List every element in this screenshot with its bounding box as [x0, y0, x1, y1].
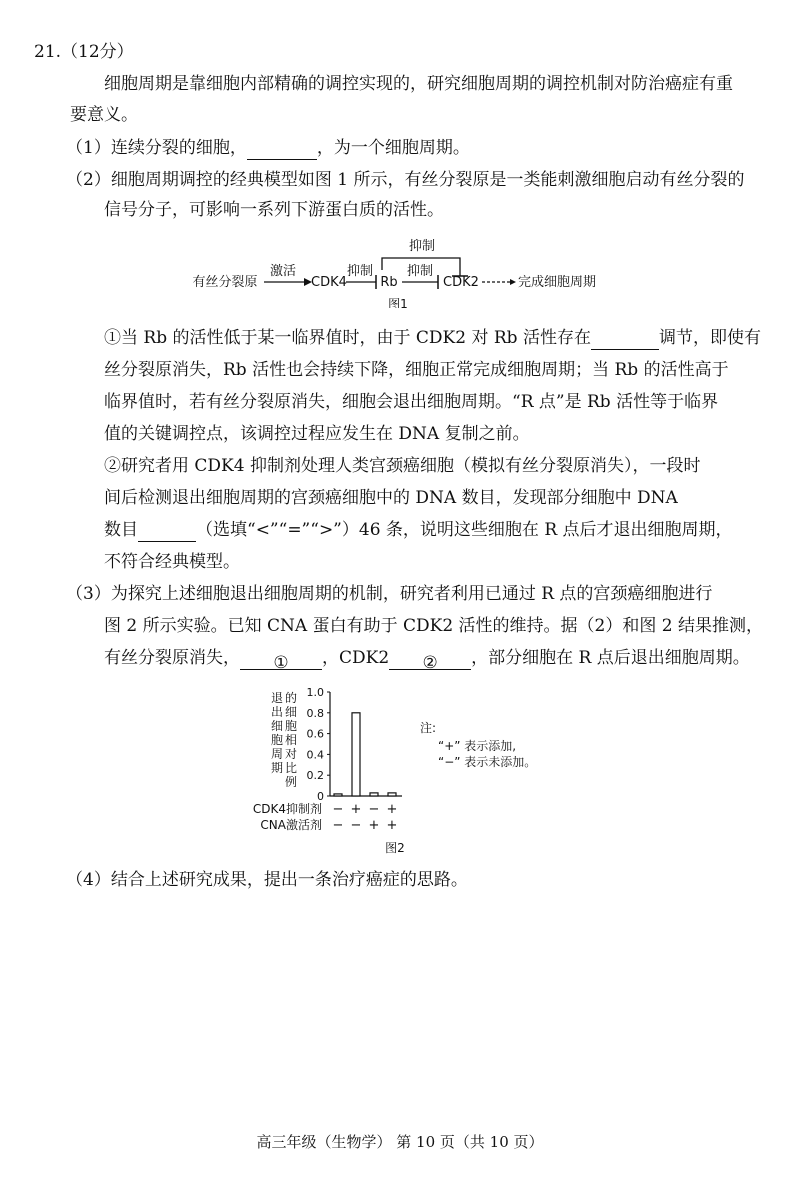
y-tick-label: 0.2 [306, 769, 324, 783]
fig1-edge-activate: 激活 [269, 264, 297, 279]
y-tick-label: 1.0 [306, 686, 324, 699]
question-2-line-2: 信号分子，可影响一系列下游蛋白质的活性。 [104, 200, 444, 220]
fig1-node-complete: 完成细胞周期 [518, 275, 597, 290]
row-label-cna-activator: CNA激活剂 [260, 818, 322, 832]
p1-suffix: 调节，即使有 [658, 328, 761, 348]
cdk4-marker: + [386, 802, 398, 817]
y-axis-label-char: 比 [284, 761, 298, 775]
p2-suffix: （选填“<”“=”“>”）46 条，说明这些细胞在 R 点后才退出细胞周期， [196, 520, 733, 540]
bar-4 [388, 793, 396, 796]
fig1-node-cdk2: CDK2 [443, 275, 479, 290]
note-title: 注: [420, 721, 437, 735]
cdk4-marker: − [332, 802, 344, 817]
part-2-line-3 [104, 518, 733, 542]
q3-mid: ，CDK2 [322, 648, 390, 668]
y-axis-label-char: 周 [270, 747, 284, 761]
fig1-node-rb: Rb [380, 275, 398, 290]
p1-prefix: ①当 Rb 的活性低于某一临界值时，由于 CDK2 对 Rb 活性存在 [104, 328, 591, 348]
y-axis-label-char: 胞 [270, 733, 284, 747]
y-axis-label-char: 相 [284, 733, 298, 747]
y-axis-label-char: 退 [270, 691, 284, 705]
question-3-line-3 [104, 646, 750, 673]
cna-marker: − [332, 818, 344, 833]
part-2-line-1: ②研究者用 CDK4 抑制剂处理人类宫颈癌细胞（模拟有丝分裂原消失），一段时 [104, 456, 701, 476]
intro-line-2: 要意义。 [70, 105, 138, 125]
question-1 [66, 136, 470, 160]
note-line-2: “−” 表示未添加。 [438, 755, 537, 769]
y-axis-label-char: 细 [284, 705, 298, 719]
y-axis-label-char: 的 [284, 691, 298, 705]
y-tick-label: 0.4 [306, 748, 324, 762]
part-1-line-3: 临界值时，若有丝分裂原消失，细胞会退出细胞周期。“R 点”是 Rb 活性等于临界 [104, 392, 719, 412]
part-1-line-2: 丝分裂原消失，Rb 活性也会持续下降，细胞正常完成细胞周期；当 Rb 的活性高于 [104, 360, 729, 380]
figure-1-diagram [0, 228, 800, 308]
cna-marker: + [368, 818, 380, 833]
bar-3 [370, 793, 378, 796]
y-axis-label-char: 例 [284, 775, 298, 789]
fig1-caption: 图1 [388, 297, 408, 308]
figure-2-chart [0, 680, 800, 860]
q1-suffix: ，为一个细胞周期。 [316, 138, 470, 158]
cdk4-marker: + [350, 802, 362, 817]
fig1-node-cdk4: CDK4 [311, 275, 347, 290]
q3-answer-blank-1[interactable]: ① [240, 651, 322, 670]
y-axis-label-char: 期 [270, 761, 284, 775]
part-1-line-4: 值的关键调控点，该调控过程应发生在 DNA 复制之前。 [104, 424, 530, 444]
question-number: 21.（12分） [34, 42, 134, 62]
p1-answer-blank[interactable] [591, 331, 659, 350]
fig1-dashed-arrowhead [510, 279, 516, 285]
bar-2 [352, 713, 360, 796]
question-2-line-1: （2）细胞周期调控的经典模型如图 1 所示，有丝分裂原是一类能刺激细胞启动有丝分裂的 [66, 170, 745, 190]
q3-suffix: ，部分细胞在 R 点后退出细胞周期。 [471, 648, 750, 668]
figure-2-caption: 图2 [385, 841, 405, 855]
question-3-line-1: （3）为探究上述细胞退出细胞周期的机制，研究者利用已通过 R 点的宫颈癌细胞进行 [66, 584, 713, 604]
bar-1 [334, 794, 342, 796]
fig1-node-mitogen: 有丝分裂原 [192, 275, 258, 290]
part-1-line-1 [104, 326, 761, 350]
y-tick-label: 0 [317, 790, 324, 803]
question-4: （4）结合上述研究成果，提出一条治疗癌症的思路。 [66, 870, 468, 890]
cna-marker: − [350, 818, 362, 833]
y-tick-label: 0.8 [306, 706, 324, 720]
row-label-cdk4-inhibitor: CDK4抑制剂 [252, 802, 322, 816]
p2-answer-blank[interactable] [138, 523, 196, 542]
question-3-line-2: 图 2 所示实验。已知 CNA 蛋白有助于 CDK2 活性的维持。据（2）和图 2 结果推测， [104, 616, 763, 636]
fig1-edge-inhibit-1: 抑制 [346, 264, 374, 279]
y-axis-label-char: 胞 [284, 719, 298, 733]
y-axis-label-char: 出 [270, 705, 284, 719]
cdk4-marker: − [368, 802, 380, 817]
y-axis-label-char: 对 [284, 747, 298, 761]
fig1-edge-inhibit-2: 抑制 [406, 264, 434, 279]
part-2-line-2: 间后检测退出细胞周期的宫颈癌细胞中的 DNA 数目，发现部分细胞中 DNA [104, 488, 678, 508]
q1-prefix: （1）连续分裂的细胞， [66, 138, 247, 158]
q1-answer-blank[interactable] [247, 141, 317, 160]
y-tick-label: 0.6 [306, 727, 324, 741]
q3-prefix: 有丝分裂原消失， [104, 648, 240, 668]
q3-answer-blank-2[interactable]: ② [389, 651, 471, 670]
part-2-line-4: 不符合经典模型。 [104, 552, 240, 572]
note-line-1: “+” 表示添加, [438, 739, 517, 753]
p2-prefix: 数目 [104, 520, 138, 540]
intro-line-1: 细胞周期是靠细胞内部精确的调控实现的，研究细胞周期的调控机制对防治癌症有重 [104, 74, 733, 94]
fig1-top-inhibit-label: 抑制 [408, 239, 436, 254]
y-axis-label-char: 细 [270, 719, 284, 733]
page-footer: 高三年级（生物学） 第 10 页（共 10 页） [256, 1133, 544, 1151]
cna-marker: + [386, 818, 398, 833]
